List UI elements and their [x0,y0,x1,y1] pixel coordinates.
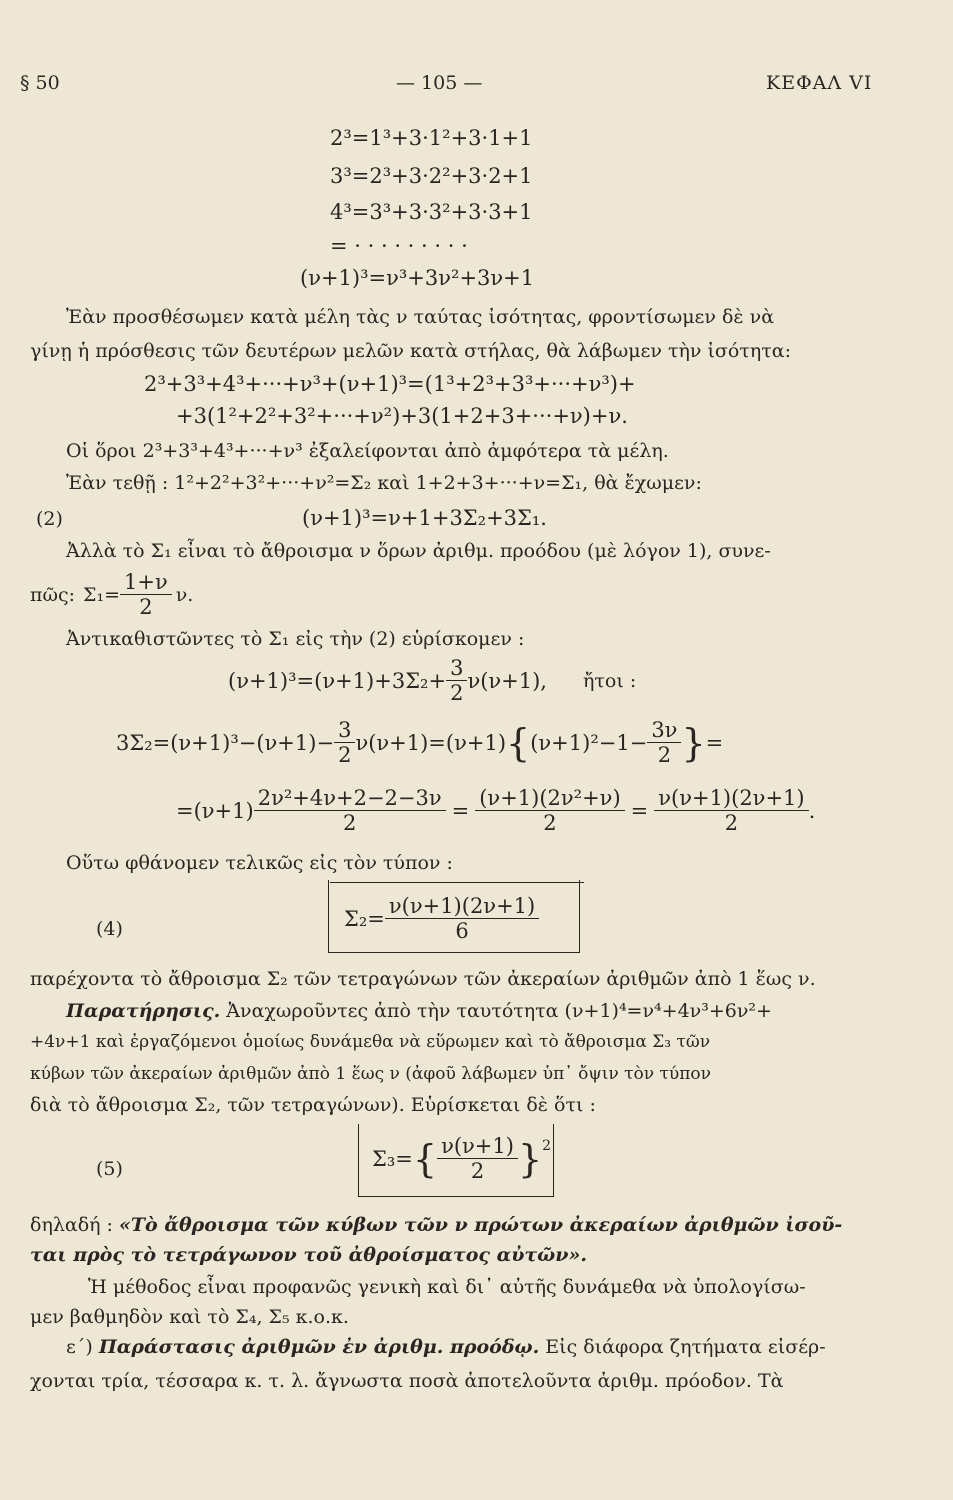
sum-eq-line2: +3(1²+2²+3²+···+ν²)+3(1+2+3+···+ν)+ν. [176,404,628,428]
theorem-line2: ται πρὸς τὸ τετράγωνον τοῦ ἀθροίσματος αὐτῶν». [30,1244,587,1266]
deriv-b: ν(ν+1)=(ν+1) [355,730,507,755]
para7-line1 [30,1214,842,1236]
formula5-sigma: Σ₃= [372,1146,413,1171]
section-number: § 50 [20,72,60,94]
para4-line1: Ἀντικαθιστῶντες τὸ Σ₁ εἰς τὴν (2) εὑρίσκομεν : [66,628,525,650]
deriv-e-num: 2ν²+4ν+2−2−3ν [254,786,446,811]
para8-line1 [66,1336,826,1358]
section-title: Παράστασις ἀριθμῶν ἐν ἀριθμ. προόδῳ. [98,1336,540,1358]
formula5 [372,1134,551,1183]
formula5-den: 2 [470,1159,485,1183]
para6-line2: Ἀναχωροῦντες ἀπὸ τὴν ταυτότητα (ν+1)⁴=ν⁴+4ν³+6ν²+ [220,1000,772,1022]
deriv-g-den: 2 [724,811,739,835]
chapter-label: ΚΕΦΑΛ VI [766,72,873,94]
deriv-e-den: 2 [342,811,357,835]
para2-line1: Οἱ ὅροι 2³+3³+4³+···+ν³ ἐξαλείφονται ἀπὸ ἀμφότερα τὰ μέλη. [66,440,669,462]
derivation-line2 [176,786,815,835]
identity-dots: = · · · · · · · · · [330,234,468,258]
deriv-c-den: 2 [657,743,672,767]
deriv-eq2: = [630,798,649,823]
para6-line5: διὰ τὸ ἄθροισμα Σ₂, τῶν τετραγώνων). Εὑρίσκεται δὲ ὅτι : [30,1094,596,1116]
deriv-e: =(ν+1) [176,798,254,823]
para6-line2-wrap [66,1000,772,1022]
deriv-a-den: 2 [338,743,352,767]
para5-line1: Οὕτω φθάνομεν τελικῶς εἰς τὸν τύπον : [66,852,453,874]
deriv-g-num: ν(ν+1)(2ν+1) [654,786,808,811]
para8-line2: χονται τρία, τέσσαρα κ. τ. λ. ἄγνωστα ποσὰ ἀποτελοῦντα ἀριθμ. πρόοδον. Τὰ [30,1370,784,1392]
deriv-a: 3Σ₂=(ν+1)³−(ν+1)− [116,730,335,755]
para7-lead: δηλαδή : [30,1214,113,1236]
sub-eq-num: 3 [446,656,467,681]
sub-eq-after: ἤτοι : [583,669,637,692]
derivation-line1 [116,718,723,767]
deriv-eq1: = [451,798,470,823]
formula5-left-brace: { [412,1136,438,1181]
para6-line4: κύβων τῶν ἀκεραίων ἀριθμῶν ἀπὸ 1 ἕως ν (ἀφοῦ λάβωμεν ὑπ᾽ ὄψιν τὸν τύπον [30,1064,711,1084]
formula5-exp: 2 [542,1138,552,1154]
formula4-sigma: Σ₂= [344,906,385,931]
para2-line2: Ἐὰν τεθῇ : 1²+2²+3²+···+ν²=Σ₂ καὶ 1+2+3+···+ν=Σ₁, θὰ ἔχωμεν: [66,472,702,494]
deriv-c-num: 3ν [647,718,681,743]
deriv-period: . [808,798,816,823]
sigma1-fraction [120,570,172,619]
left-brace: { [506,720,531,765]
deriv-f-num: (ν+1)(2ν²+ν) [475,786,624,811]
sigma1-label: Σ₁= [83,583,121,606]
right-brace: } [681,720,706,765]
deriv-a-num: 3 [334,718,355,743]
remark-label: Παρατήρησις. [66,1000,221,1022]
para6-line3: +4ν+1 καὶ ἐργαζόμενοι ὁμοίως δυνάμεθα νὰ εὕρωμεν καὶ τὸ ἄθροισμα Σ₃ τῶν [30,1032,711,1052]
sub-eq-fraction [446,656,467,705]
para7-line3: Ἡ μέθοδος εἶναι προφανῶς γενικὴ καὶ δι᾽ αὐτῆς δυνάμεθα νὰ ὑπολογίσω- [88,1276,806,1298]
para8-lead: ε´) [66,1336,93,1358]
para6-line1: παρέχοντα τὸ ἄθροισμα Σ₂ τῶν τετραγώνων τῶν ἀκεραίων ἀριθμῶν ἀπὸ 1 ἕως ν. [30,968,816,990]
eq2-label: (2) [36,508,63,530]
identity-1: 2³=1³+3·1²+3·1+1 [330,126,533,150]
identity-general: (ν+1)³=ν³+3ν²+3ν+1 [300,266,535,290]
formula5-label: (5) [96,1158,123,1180]
deriv-f-den: 2 [543,811,557,835]
para7-line4: μεν βαθμηδὸν καὶ τὸ Σ₄, Σ₅ κ.ο.κ. [30,1306,349,1328]
eq2-body: (ν+1)³=ν+1+3Σ₂+3Σ₁. [302,506,547,530]
page-number: — 105 — [396,72,483,94]
formula5-right-brace: } [517,1136,543,1181]
sigma1-formula [30,570,193,619]
deriv-c-frac [647,718,681,767]
sub-eq-den: 2 [450,681,464,705]
deriv-d: = [705,730,724,755]
sigma1-den: 2 [139,595,153,619]
substitution-eq [228,656,636,705]
sigma1-num: 1+ν [120,570,172,595]
sub-eq-left: (ν+1)³=(ν+1)+3Σ₂+ [228,668,447,693]
formula4-num: ν(ν+1)(2ν+1) [385,894,539,919]
deriv-c: (ν+1)²−1− [530,730,648,755]
para1-line2: γίνῃ ἡ πρόσθεσις τῶν δευτέρων μελῶν κατὰ στήλας, θὰ λάβωμεν τὴν ἰσότητα: [30,340,791,362]
formula4-den: 6 [455,919,469,943]
deriv-g-frac [654,786,808,835]
formula5-frac [437,1134,518,1183]
formula4-label: (4) [96,918,123,940]
para3-line1: Ἀλλὰ τὸ Σ₁ εἶναι τὸ ἄθροισμα ν ὅρων ἀριθμ. προόδου (μὲ λόγον 1), συνε- [66,540,771,562]
deriv-e-frac [254,786,446,835]
formula4-frac [385,894,539,943]
para8-text1: Εἰς διάφορα ζητήματα εἰσέρ- [539,1336,826,1358]
sigma1-suffix: ν. [175,583,194,606]
formula5-num: ν(ν+1) [437,1134,518,1159]
formula4 [344,894,539,943]
sum-eq-line1: 2³+3³+4³+···+ν³+(ν+1)³=(1³+2³+3³+···+ν³)+ [144,372,636,396]
deriv-f-frac [475,786,624,835]
identity-2: 3³=2³+3·2²+3·2+1 [330,164,533,188]
para3-prefix: πῶς: [30,583,76,606]
sub-eq-right: ν(ν+1), [467,668,547,693]
identity-3: 4³=3³+3·3²+3·3+1 [330,200,533,224]
deriv-a-frac [334,718,355,767]
theorem-line1: «Τὸ ἄθροισμα τῶν κύβων τῶν ν πρώτων ἀκεραίων ἀριθμῶν ἰσοῦ- [119,1214,843,1236]
para1-line1: Ἐὰν προσθέσωμεν κατὰ μέλη τὰς ν ταύτας ἰσότητας, φροντίσωμεν δὲ νὰ [66,306,775,328]
